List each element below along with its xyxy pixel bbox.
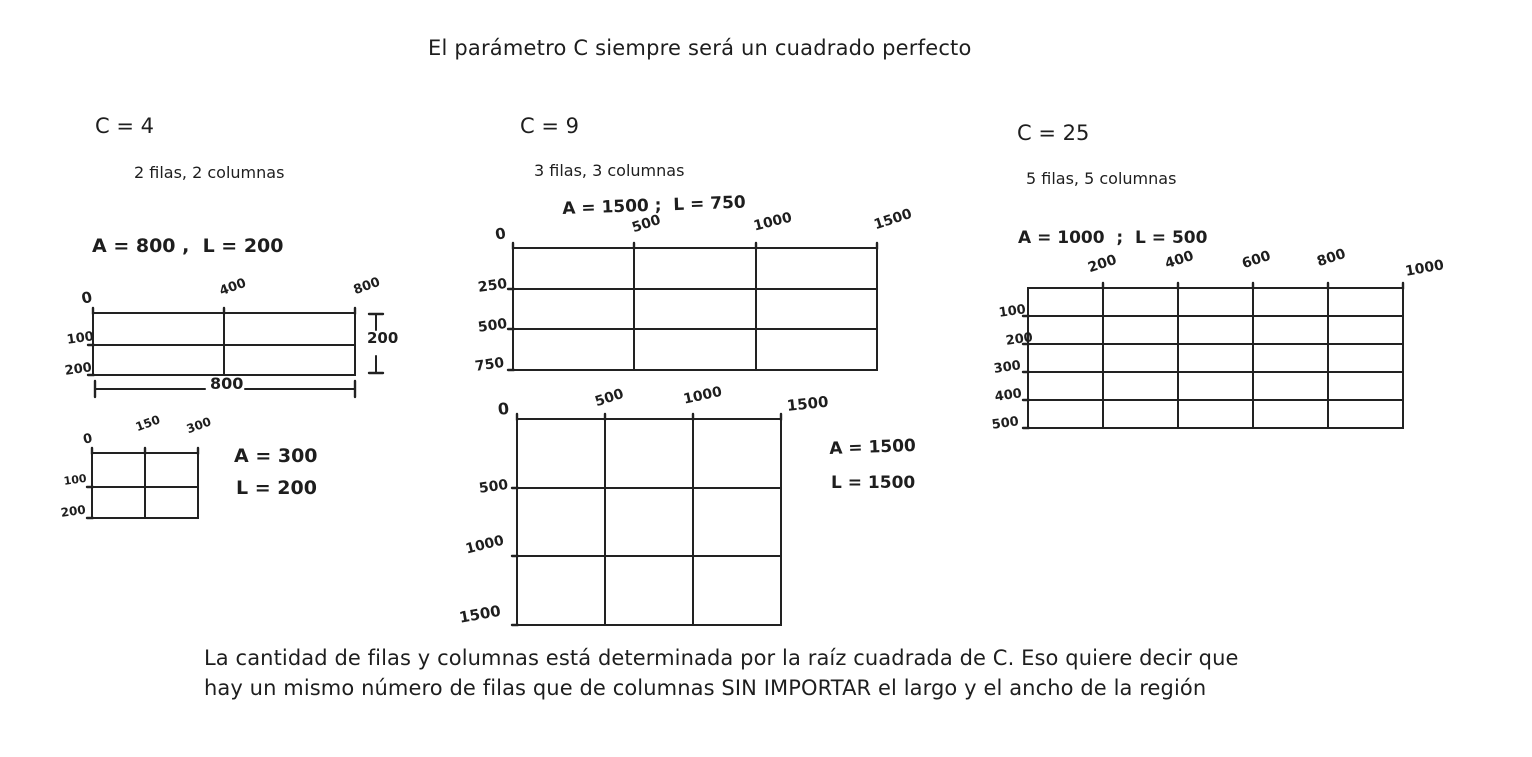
- grid-c4-main-x-tick-2: 800: [351, 274, 383, 299]
- grid-c9-top-x-tick-2: 1000: [752, 209, 794, 235]
- grid-c4-main-y-tick-0: 100: [65, 329, 95, 348]
- grid-c4-main-x-tick-0: 0: [79, 287, 94, 308]
- section-c4-dims: 2 filas, 2 columnas: [134, 163, 285, 182]
- grid-c4-main-y-tick-1: 200: [63, 360, 93, 379]
- section-c25-params: A = 1000 ; L = 500: [1018, 228, 1208, 248]
- grid-c9-bottom-x-tick-3: 1500: [785, 392, 830, 415]
- grid-c9-top-x-tick-3: 1500: [872, 205, 915, 234]
- footer-explanation-line-2: hay un mismo número de filas que de columnas SIN IMPORTAR el largo y el ancho de la región: [204, 676, 1207, 700]
- height-dimension-label: 200: [367, 329, 399, 347]
- grid-c9-top-x-tick-0: 0: [493, 224, 508, 244]
- grid-c4-small-y-tick-1: 200: [59, 502, 87, 520]
- grid-c4-small-length-label: L = 200: [236, 477, 317, 499]
- section-c4-heading: C = 4: [95, 114, 154, 138]
- grid-c4-small-x-tick-0: 0: [81, 431, 94, 448]
- grid-c9-bottom-y-tick-2: 1500: [457, 601, 503, 627]
- grid-c9-top-y-tick-2: 750: [474, 354, 506, 375]
- grid-c25-x-tick-0: 200: [1086, 251, 1119, 277]
- grid-c9-bottom-length-label: L = 1500: [831, 473, 916, 493]
- grid-c25-y-tick-3: 400: [993, 386, 1023, 405]
- grid-c25-x-tick-3: 800: [1315, 245, 1348, 271]
- grid-c4-small-y-tick-0: 100: [62, 471, 88, 488]
- grid-c25-y-tick-4: 500: [990, 414, 1020, 433]
- grid-c9-bottom-area-label: A = 1500: [828, 435, 917, 459]
- grid-c25-x-tick-4: 1000: [1404, 257, 1446, 280]
- grid-c9-top-y-tick-1: 500: [477, 315, 509, 336]
- grid-c4-small-area-label: A = 300: [234, 445, 318, 467]
- section-c4-params: A = 800 , L = 200: [92, 235, 284, 257]
- grid-c9-bottom-y-tick-0: 500: [478, 476, 510, 497]
- grid-c25-main: [1022, 282, 1409, 434]
- grid-c4-small: [86, 447, 204, 524]
- grid-c4-small-x-tick-2: 300: [184, 414, 213, 437]
- grid-c9-top-y-tick-0: 250: [477, 275, 509, 296]
- section-c9-params: A = 1500 ; L = 750: [561, 192, 747, 219]
- grid-c9-bottom-x-tick-1: 500: [593, 385, 626, 411]
- grid-c9-bottom-y-tick-1: 1000: [464, 532, 506, 558]
- grid-c25-y-tick-2: 300: [992, 358, 1022, 377]
- page-title: El parámetro C siempre será un cuadrado perfecto: [428, 36, 972, 60]
- grid-c25-x-tick-1: 400: [1163, 247, 1196, 273]
- grid-c9-bottom-x-tick-0: 0: [496, 398, 510, 419]
- section-c9-heading: C = 9: [520, 114, 579, 138]
- grid-c4-small-x-tick-1: 150: [133, 412, 162, 435]
- grid-c9-top-x-tick-1: 500: [630, 211, 663, 237]
- section-c25-heading: C = 25: [1017, 121, 1090, 145]
- grid-c4-main-x-tick-1: 400: [217, 275, 249, 300]
- grid-c25-x-tick-2: 600: [1240, 247, 1273, 273]
- section-c25-dims: 5 filas, 5 columnas: [1026, 169, 1177, 188]
- grid-c4-main: [87, 307, 361, 381]
- grid-c25-y-tick-1: 200: [1004, 330, 1034, 349]
- grid-c9-bottom: [511, 413, 787, 631]
- grid-c9-bottom-x-tick-2: 1000: [682, 383, 724, 408]
- grid-c25-y-tick-0: 100: [997, 302, 1027, 321]
- section-c9-dims: 3 filas, 3 columnas: [534, 161, 685, 180]
- grid-c9-top: [507, 242, 883, 376]
- footer-explanation-line-1: La cantidad de filas y columnas está determinada por la raíz cuadrada de C. Eso quiere decir que: [204, 646, 1239, 670]
- width-dimension-label: 800: [210, 374, 244, 393]
